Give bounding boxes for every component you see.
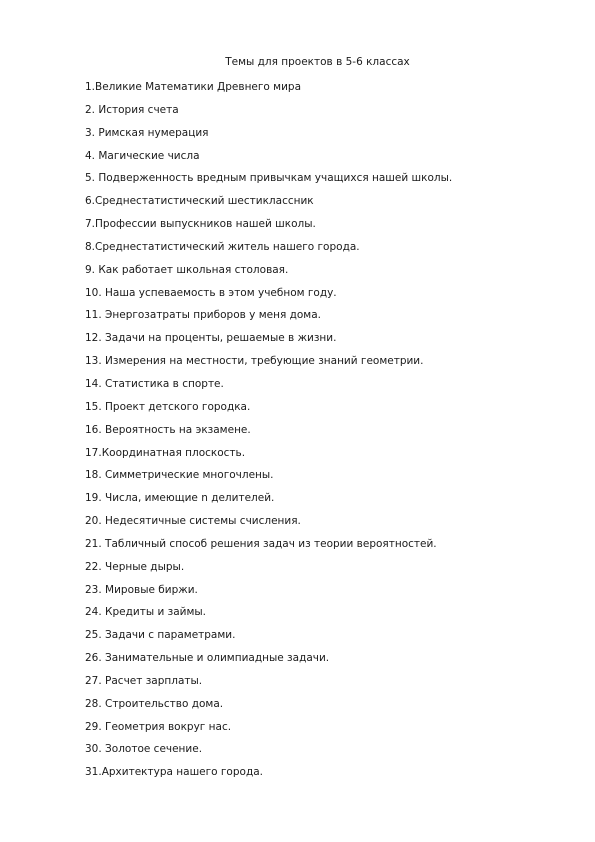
topic-item: 6.Среднестатистический шестиклассник — [85, 195, 314, 208]
topic-item: 11. Энергозатраты приборов у меня дома. — [85, 309, 321, 322]
topic-item: 5. Подверженность вредным привычкам учащихся нашей школы. — [85, 172, 453, 185]
topic-item: 9. Как работает школьная столовая. — [85, 263, 289, 276]
topic-item: 31.Архитектура нашего города. — [85, 766, 263, 779]
topic-item: 15. Проект детского городка. — [85, 400, 251, 413]
topic-item: 21. Табличный способ решения задач из теории вероятностей. — [85, 537, 437, 550]
topic-item: 26. Занимательные и олимпиадные задачи. — [85, 652, 330, 665]
topic-item: 29. Геометрия вокруг нас. — [85, 720, 232, 733]
topic-item: 22. Черные дыры. — [85, 560, 185, 573]
topic-list — [85, 80, 565, 788]
topic-item: 16. Вероятность на экзамене. — [85, 423, 251, 436]
topic-item: 4. Магические числа — [85, 149, 200, 162]
topic-item: 14. Статистика в спорте. — [85, 377, 224, 390]
topic-item: 24. Кредиты и займы. — [85, 606, 206, 619]
document-title: Темы для проектов в 5-6 классах — [225, 56, 410, 68]
topic-item: 30. Золотое сечение. — [85, 743, 203, 756]
topic-item: 8.Среднестатистический житель нашего города. — [85, 240, 360, 253]
topic-item: 1.Великие Математики Древнего мира — [85, 81, 302, 93]
topic-item: 2. История счета — [85, 103, 179, 116]
topic-item: 12. Задачи на проценты, решаемые в жизни. — [85, 332, 337, 345]
topic-item: 7.Профессии выпускников нашей школы. — [85, 218, 316, 231]
topic-item: 27. Расчет зарплаты. — [85, 674, 203, 687]
topic-item: 25. Задачи с параметрами. — [85, 629, 236, 642]
topic-item: 13. Измерения на местности, требующие знаний геометрии. — [85, 355, 424, 368]
topic-item: 10. Наша успеваемость в этом учебном году. — [85, 286, 337, 299]
topic-item: 23. Мировые биржи. — [85, 583, 198, 596]
topic-item: 18. Симметрические многочлены. — [85, 469, 274, 482]
topic-item: 3. Римская нумерация — [85, 126, 209, 139]
topic-item: 20. Недесятичные системы счисления. — [85, 515, 301, 528]
topic-item: 17.Координатная плоскость. — [85, 446, 246, 459]
topic-item: 28. Строительство дома. — [85, 697, 224, 710]
topic-item: 19. Числа, имеющие n делителей. — [85, 492, 275, 505]
